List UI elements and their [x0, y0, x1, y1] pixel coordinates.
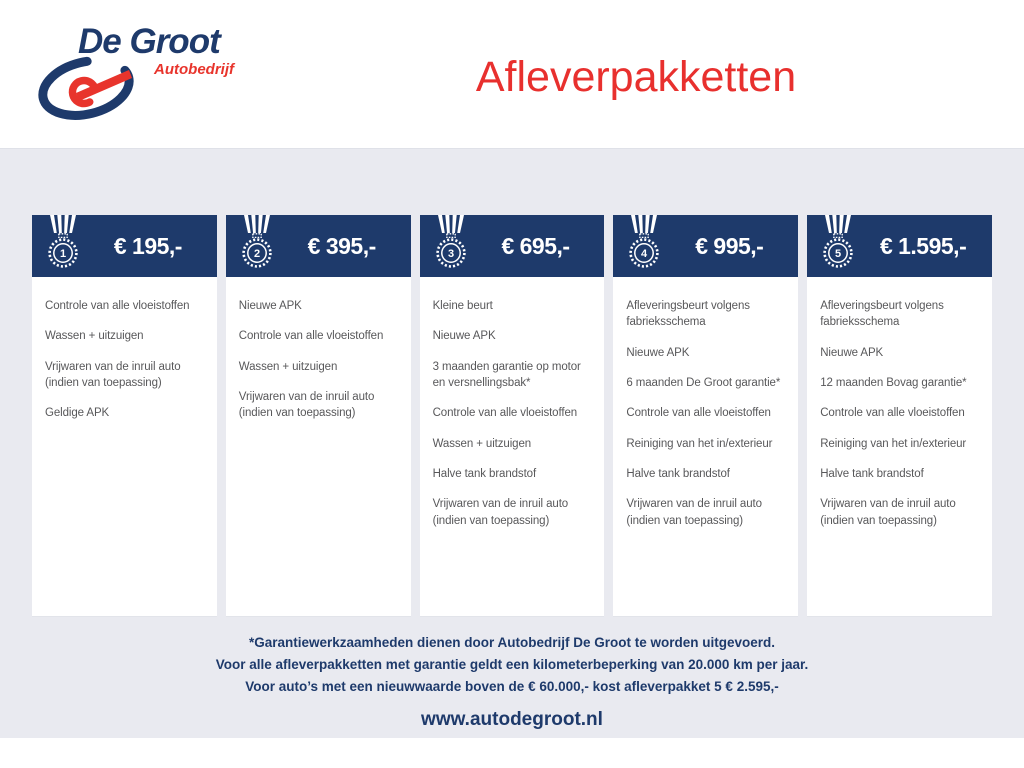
package-card-header	[807, 215, 992, 277]
package-number: 4	[641, 248, 648, 260]
brand-name: De Groot	[78, 22, 220, 61]
page-title: Afleverpakketten	[475, 52, 797, 101]
feature-item: Nieuwe APK	[238, 300, 302, 312]
brand-logo[interactable]	[34, 22, 248, 126]
feature-item: Wassen + uitzuigen	[45, 330, 144, 343]
feature-item: Controle van alle vloeistoffen	[432, 407, 578, 420]
feature-item: Kleine beurt	[432, 300, 493, 312]
feature-item: 12 maanden Bovag garantie*	[820, 376, 967, 389]
package-price: € 695,-	[501, 232, 570, 259]
medal-ribbon-icon	[818, 215, 858, 271]
package-number: 2	[253, 248, 260, 260]
package-card-body	[613, 277, 798, 617]
package-features	[239, 298, 399, 422]
medal-ribbon-icon	[43, 215, 83, 271]
website-link[interactable]: www.autodegroot.nl	[421, 709, 603, 730]
package-card-header	[420, 215, 605, 277]
feature-item: Halve tank brandstof	[820, 467, 924, 480]
feature-item: Controle van alle vloeistoffen	[820, 407, 965, 420]
footnote-line: *Garantiewerkzaamheden dienen door Autobedrijf De Groot te worden uitgevoerd.	[248, 635, 776, 650]
brand-subtitle: Autobedrijf	[154, 61, 234, 78]
footnote-line: Voor alle afleverpakketten met garantie geldt een kilometerbeperking van 20.000 km per jaar.	[215, 657, 809, 672]
feature-item: Vrijwaren van de inruil auto (indien van toepassing)	[432, 498, 569, 527]
feature-item: 3 maanden garantie op motor en versnellingsbak*	[432, 360, 581, 389]
footnotes	[0, 632, 1024, 698]
package-price: € 395,-	[307, 232, 376, 259]
package-card	[420, 215, 605, 617]
package-number: 5	[835, 248, 842, 260]
medal-ribbon-icon	[237, 215, 277, 271]
package-card	[807, 215, 992, 617]
feature-item: Reiniging van het in/exterieur	[626, 437, 773, 450]
feature-item: Controle van alle vloeistoffen	[626, 407, 771, 420]
feature-item: Reiniging van het in/exterieur	[820, 437, 967, 450]
package-number: 1	[59, 248, 67, 260]
package-price: € 1.595,-	[879, 232, 967, 259]
feature-item: Geldige APK	[45, 407, 110, 420]
package-card-body	[226, 277, 411, 617]
feature-item: Vrijwaren van de inruil auto (indien van toepassing)	[626, 498, 762, 527]
medal-ribbon-icon	[431, 215, 471, 271]
package-card-body	[807, 277, 992, 617]
package-features	[45, 298, 205, 422]
packages-row	[32, 215, 992, 617]
package-card	[226, 215, 411, 617]
package-features	[433, 298, 593, 529]
package-features	[820, 298, 980, 529]
package-card-header	[613, 215, 798, 277]
feature-item: Nieuwe APK	[626, 346, 690, 359]
package-card-header	[226, 215, 411, 277]
package-number: 3	[447, 248, 454, 260]
feature-item: Controle van alle vloeistoffen	[238, 330, 384, 343]
feature-item: Vrijwaren van de inruil auto (indien van toepassing)	[238, 390, 375, 420]
medal-ribbon-icon	[624, 215, 664, 271]
package-card-body	[420, 277, 605, 617]
package-price: € 995,-	[695, 232, 764, 259]
feature-item: Wassen + uitzuigen	[238, 360, 338, 373]
feature-item: Afleveringsbeurt volgens fabrieksschema	[626, 300, 750, 329]
packages-band	[0, 148, 1024, 738]
feature-item: Halve tank brandstof	[626, 467, 730, 480]
package-card	[613, 215, 798, 617]
header	[0, 0, 1024, 148]
feature-item: Vrijwaren van de inruil auto (indien van toepassing)	[820, 498, 956, 527]
package-card-header	[32, 215, 217, 277]
feature-item: Controle van alle vloeistoffen	[45, 300, 190, 312]
feature-item: Vrijwaren van de inruil auto (indien van toepassing)	[45, 360, 181, 389]
footnote-line: Voor auto’s met een nieuwwaarde boven de € 60.000,- kost afleverpakket 5 € 2.595,-	[245, 679, 779, 694]
package-price: € 195,-	[113, 232, 182, 259]
package-features	[626, 298, 786, 529]
feature-item: 6 maanden De Groot garantie*	[626, 376, 781, 389]
package-card-body	[32, 277, 217, 617]
feature-item: Afleveringsbeurt volgens fabrieksschema	[820, 300, 944, 329]
feature-item: Nieuwe APK	[432, 330, 496, 343]
package-card	[32, 215, 217, 617]
feature-item: Wassen + uitzuigen	[432, 437, 532, 450]
feature-item: Halve tank brandstof	[432, 467, 537, 480]
feature-item: Nieuwe APK	[820, 346, 884, 359]
